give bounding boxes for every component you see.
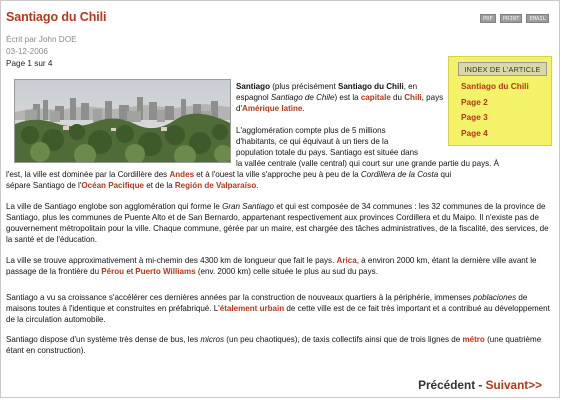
link-metro[interactable]: métro	[462, 335, 485, 344]
santiago-photo	[14, 79, 231, 163]
link-arica[interactable]: Arica	[336, 256, 357, 265]
index-item-page-2[interactable]: Page 2	[461, 96, 488, 107]
article-index-list	[461, 79, 551, 141]
paragraph-1-line-4: la vallée centrale (valle central) qui court sur une grande partie du pays. À	[236, 159, 500, 168]
page-count: Page 1 sur 4	[6, 59, 53, 68]
link-perou[interactable]: Pérou	[101, 267, 125, 276]
link-puerto-williams[interactable]: Puerto Williams	[135, 267, 196, 276]
pdf-icon[interactable]: PDF	[480, 14, 496, 23]
paragraph-1-line-1: L'agglomération compte plus de 5 millions	[236, 126, 386, 135]
paragraph-1-line-2: d'habitants, ce qui équivaut à un tiers de la	[236, 137, 389, 146]
print-icon[interactable]: PRINT	[500, 14, 523, 23]
email-icon[interactable]: EMAIL	[526, 14, 549, 23]
intro-paragraph: Santiago (plus précisément Santiago du Chili, en espagnol Santiago de Chile) est la capitale du Chili, pays d'Amérique latine.	[236, 82, 444, 113]
article-index	[448, 56, 552, 146]
article-author: Écrit par John DOE	[6, 35, 77, 44]
link-ocean-pacifique[interactable]: Océan Pacifique	[81, 181, 144, 190]
paragraph-1-line-6: sépare Santiago de l'Océan Pacifique et de la Región de Valparaíso.	[6, 181, 259, 190]
index-item-santiago[interactable]: Santiago du Chili	[461, 81, 529, 91]
article-index-title: INDEX DE L'ARTICLE	[458, 62, 547, 76]
paragraph-2: La ville de Santiago englobe son agglomération qui forme le Gran Santiago et qui est composée de 34 communes : les 32 communes de la province de Santiago, plus les communes de Puente Alto et de San Bernardo, appartenant respectivement aux provinces Cordillera et du Maipo. Il n'existe pas de gouvernement métropolitain pour la ville. Chaque commune, gérée par un maire, est chargée des tâches administratives, de la fiscalité, des services, de la santé et de l'éducation.	[6, 202, 549, 244]
pagination	[418, 378, 542, 392]
article-date: 03-12-2006	[6, 47, 48, 56]
link-andes[interactable]: Andes	[169, 170, 195, 179]
previous-page-link[interactable]: Précédent	[418, 378, 476, 392]
pagination-separator: -	[475, 378, 486, 392]
paragraph-1-line-5: l'est, la ville est dominée par la Cordillère des Andes et à l'ouest la ville s'approche peu à peu de la Cordillera de la Costa qui	[6, 170, 452, 179]
link-chili[interactable]: Chili	[404, 93, 422, 102]
link-etalement-urbain[interactable]: étalement urbain	[219, 304, 285, 313]
link-capitale[interactable]: capitale	[360, 93, 391, 102]
article-title[interactable]: Santiago du Chili	[6, 10, 107, 24]
link-amerique-latine[interactable]: Amérique latine	[242, 104, 303, 113]
paragraph-5: Santiago dispose d'un système très dense de bus, les micros (un peu chaotiques), de taxis collectifs ainsi que de trois lignes de métro (une quatrième étant en construction).	[6, 335, 542, 355]
paragraph-1-line-3: population totale du pays. Santiago est située dans	[236, 148, 419, 157]
paragraph-3: La ville se trouve approximativement à mi-chemin des 4300 km de longueur que fait le pays. Arica, à environ 2000 km, étant la dernière ville avant le passage de la frontière du Pérou et Puerto Williams (env. 2000 km) celle située le plus au sud du pays.	[6, 256, 537, 276]
link-region-valparaiso[interactable]: Región de Valparaíso	[174, 181, 257, 190]
paragraph-4: Santiago a vu sa croissance s'accélérer ces dernières années par la construction de nouveaux quartiers à la périphérie, immenses poblaciones de maisons toutes à l'identique et construites en préfabriqué. L'étalement urbain de cette ville est de ce fait très important et a contribué au développement de la circulation automobile.	[6, 293, 550, 324]
index-item-page-3[interactable]: Page 3	[461, 112, 488, 122]
index-item-page-4[interactable]: Page 4	[461, 127, 488, 138]
next-page-link[interactable]: Suivant>>	[485, 378, 542, 392]
article-tools	[480, 14, 549, 23]
